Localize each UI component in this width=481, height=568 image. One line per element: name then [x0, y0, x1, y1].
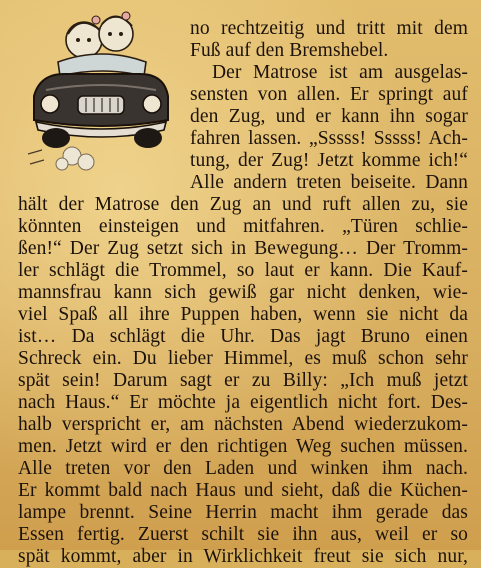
- text-line: halb verspricht er, am nächsten Abend wiederzukom-: [18, 414, 468, 435]
- text-line: ßen!“ Der Zug setzt sich in Bewegung… Der Tromm-: [18, 238, 468, 259]
- car-with-two-dolls-icon: [22, 4, 174, 174]
- text-line: könnten einsteigen und mitfahren. „Türen schlie-: [18, 216, 468, 237]
- text-line: Er kommt bald nach Haus und sieht, daß die Küchen-: [18, 480, 468, 501]
- text-line: Der Matrose ist am ausgelas-: [212, 62, 468, 83]
- text-line: spät sein! Darum sagt er zu Billy: „Ich muß jetzt: [18, 370, 468, 391]
- text-line: Essen fertig. Zuerst schilt sie ihn aus, weil er so: [18, 524, 468, 545]
- text-line: no rechtzeitig und tritt mit dem: [190, 18, 468, 39]
- text-line: Alle andern treten beiseite. Dann: [190, 172, 468, 193]
- text-line: nach Haus.“ Er möchte ja eigentlich nicht fort. Des-: [18, 392, 468, 413]
- text-line: den Zug, und er kann ihn sogar: [190, 106, 468, 127]
- text-line: Schreck ein. Du lieber Himmel, es muß schon sehr: [18, 348, 468, 369]
- text-line: ist… Da schlägt die Uhr. Das jagt Bruno einen: [18, 326, 468, 347]
- text-line: Fuß auf den Bremshebel.: [190, 40, 389, 61]
- text-line: hält der Matrose den Zug an und ruft allen zu, sie: [18, 194, 468, 215]
- text-line: fahren lassen. „Sssss! Sssss! Ach-: [190, 128, 468, 149]
- text-line: sensten von allen. Er springt auf: [190, 84, 468, 105]
- text-line: ler schlägt die Trommel, so laut er kann. Die Kauf-: [18, 260, 468, 281]
- text-line: Alle treten vor den Laden und winken ihm nach.: [18, 458, 468, 479]
- text-line: men. Jetzt wird er den richtigen Weg suchen müssen.: [18, 436, 468, 457]
- text-line: spät kommt, aber in Wirklichkeit freut sie sich nur,: [18, 546, 468, 567]
- text-line: lampe brennt. Seine Herrin macht ihm gerade das: [18, 502, 468, 523]
- text-line: mannsfrau kann sich gewiß gar nicht denken, wie-: [18, 282, 468, 303]
- text-line: viel Spaß all ihre Puppen haben, wenn sie nicht da: [18, 304, 468, 325]
- text-line: tung, der Zug! Jetzt komme ich!“: [190, 150, 468, 171]
